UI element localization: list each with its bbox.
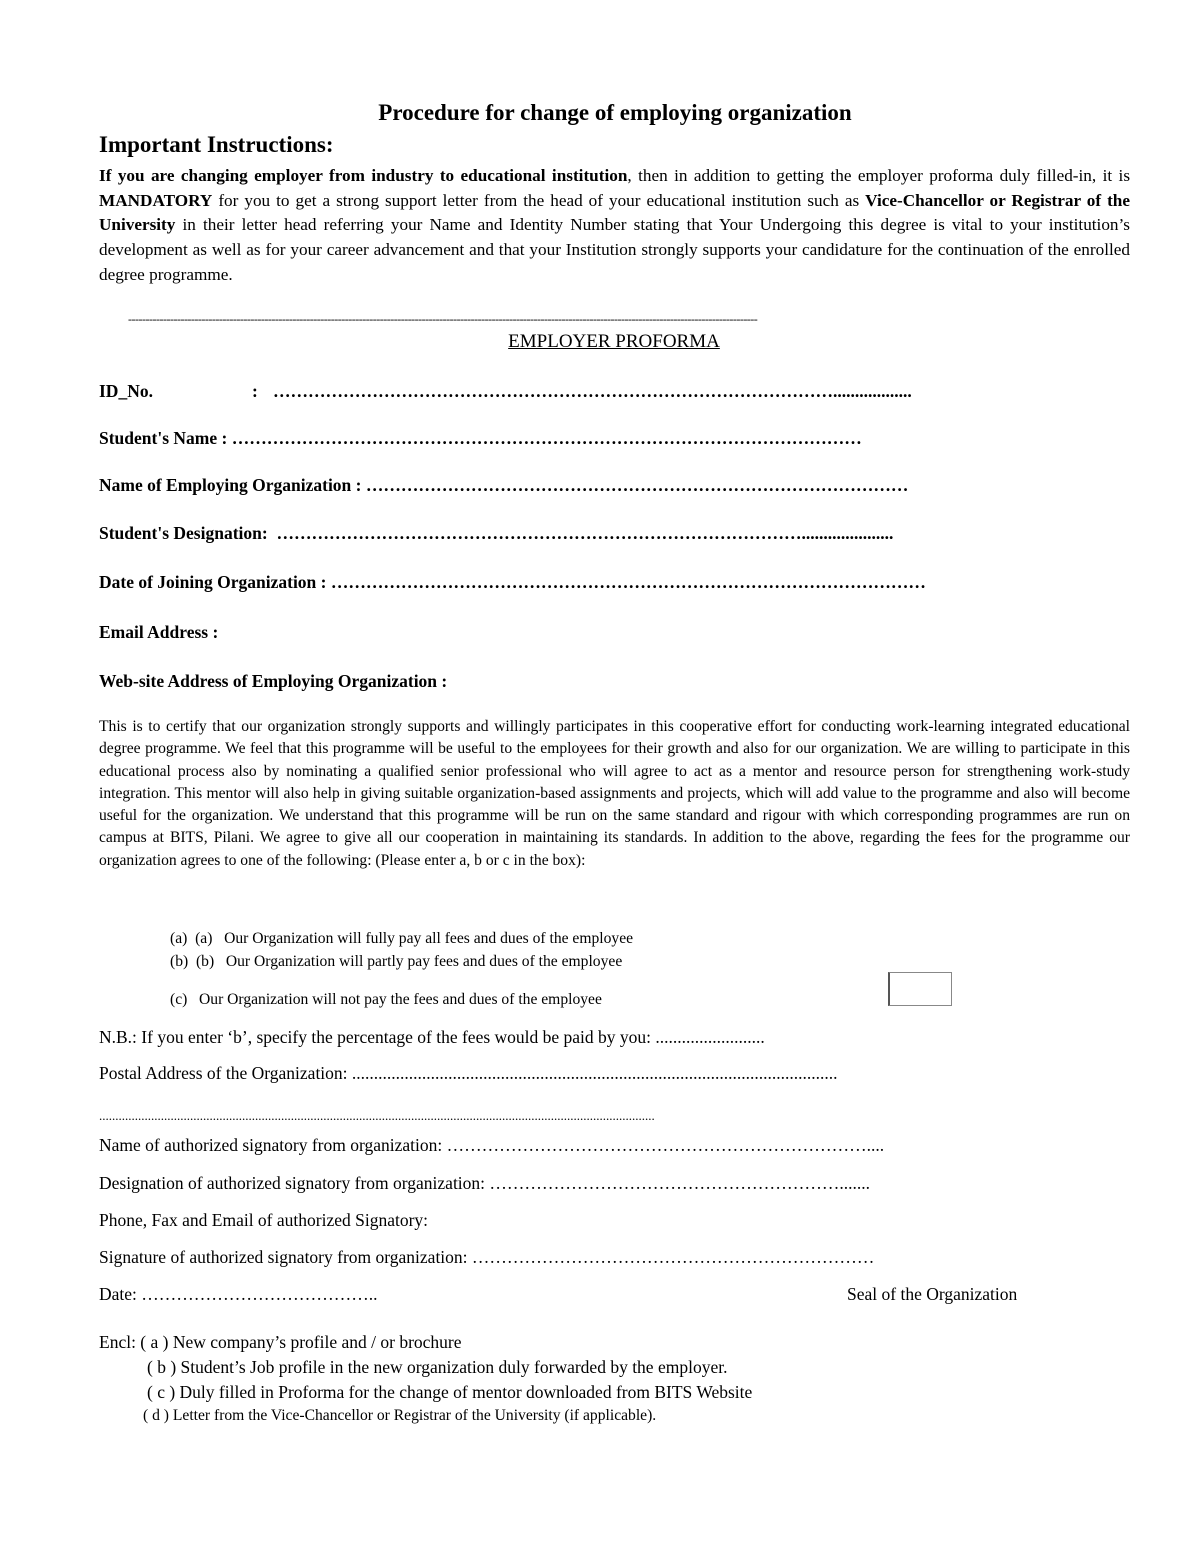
signature-line[interactable]: Signature of authorized signatory from organization: ……………………………………………………………	[99, 1247, 875, 1267]
nb-line: N.B.: If you enter ‘b’, specify the percentage of the fees would be paid by you: .........................	[99, 1027, 765, 1047]
option-c-text: Our Organization will not pay the fees and dues of the employee	[199, 991, 602, 1008]
instructions-bold-5: Vice-Chancellor or Registrar of the University	[99, 190, 1130, 235]
separator-line: ------------------------------------------------------------------------------------------------------------------------------------------------------------------------------------	[128, 312, 758, 326]
joining-date-dots[interactable]: …………………………………………………………………………………………	[330, 572, 926, 592]
date-line[interactable]: Date: …………………………………..	[99, 1284, 378, 1304]
fee-choice-box[interactable]	[888, 972, 952, 1006]
option-c	[170, 991, 602, 1009]
signatory-contact-line[interactable]: Phone, Fax and Email of authorized Signatory:	[99, 1210, 429, 1230]
enclosure-a: Encl: ( a ) New company’s profile and / or brochure	[99, 1332, 462, 1352]
joining-date-field	[99, 572, 926, 593]
option-a-marker: (a)	[170, 930, 188, 947]
id-colon: :	[252, 381, 258, 401]
id-field	[99, 381, 153, 402]
instructions-text-2: , then in addition to getting the employer proforma duly filled-in, it is	[627, 166, 1131, 185]
website-label: Web-site Address of Employing Organization :	[99, 671, 448, 691]
option-a-text: Our Organization will fully pay all fees and dues of the employee	[224, 930, 634, 947]
employing-org-field	[99, 475, 908, 496]
proforma-heading: EMPLOYER PROFORMA	[508, 331, 720, 352]
email-label: Email Address :	[99, 622, 219, 642]
instructions-paragraph	[99, 164, 1130, 288]
student-name-dots[interactable]: ………………………………………………………………………………………………	[231, 428, 862, 448]
designation-field	[99, 523, 893, 544]
option-b	[170, 953, 622, 971]
option-b-submarker: (b)	[195, 953, 215, 970]
instructions-bold-1: If you are changing employer from industry to educational institution	[99, 166, 628, 185]
postal-address-line[interactable]: Postal Address of the Organization: ...............................................................................................................	[99, 1063, 838, 1083]
enclosure-b: ( b ) Student’s Job profile in the new organization duly forwarded by the employer.	[147, 1357, 728, 1377]
option-a-submarker: (a)	[195, 930, 213, 947]
instructions-bold-3: MANDATORY	[99, 190, 213, 210]
joining-date-label: Date of Joining Organization :	[99, 572, 327, 592]
option-a	[170, 930, 633, 948]
option-b-marker: (b)	[170, 953, 189, 970]
designation-dots[interactable]: ……………………………………………………………………………….....................	[276, 523, 894, 543]
signatory-designation-line[interactable]: Designation of authorized signatory from organization: …………………………………………………….......	[99, 1173, 871, 1193]
certificate-paragraph: This is to certify that our organization strongly supports and willingly participates in this cooperative effort for conducting work-learning integrated educational degree programme. We feel that this programme will be useful to the employees for their growth and also for our organization. We are willing to participate in this educational process also by nominating a qualified senior professional who will agree to act as a mentor and resource person for strengthening work-study integration. This mentor will also help in giving suitable organization-based assignments and projects, which will add value to the programme and also will become useful for the organization. We understand that this programme will be run on the same standard and rigour with which corresponding programmes are run on campus at BITS, Pilani. We agree to give all our cooperation in maintaining its standards. In addition to the above, regarding the fees for the programme our organization agrees to one of the following: (Please enter a, b or c in the box):	[99, 718, 1130, 869]
option-c-marker: (c)	[170, 991, 188, 1008]
student-name-label: Student's Name :	[99, 428, 228, 448]
student-name-field	[99, 428, 862, 449]
id-dots[interactable]: ……………………………………………………………………………………..................	[273, 381, 912, 401]
employing-org-label: Name of Employing Organization :	[99, 475, 362, 495]
employing-org-dots[interactable]: …………………………………………………………………………………	[365, 475, 909, 495]
postal-address-continuation[interactable]: ...........................................................................................................................................................................	[99, 1108, 655, 1123]
id-label: ID_No.	[99, 381, 153, 401]
enclosure-d: ( d ) Letter from the Vice-Chancellor or Registrar of the University (if applicable).	[143, 1407, 657, 1424]
enclosure-c: ( c ) Duly filled in Proforma for the change of mentor downloaded from BITS Website	[147, 1382, 753, 1402]
instructions-text-6: in their letter head referring your Name and Identity Number stating that Your Undergoing this degree is vital to your institution’s development as well as for your career advancement and that your Institution strongly supports your candidature for the continuation of the enrolled degree programme.	[99, 215, 1130, 284]
seal-label: Seal of the Organization	[847, 1284, 1018, 1304]
designation-label: Student's Designation:	[99, 523, 268, 543]
instructions-text-4: for you to get a strong support letter from the head of your educational institution such as	[212, 190, 866, 210]
option-b-text: Our Organization will partly pay fees and dues of the employee	[225, 953, 623, 970]
signatory-name-line[interactable]: Name of authorized signatory from organization: ………………………………………………………………....	[99, 1135, 885, 1155]
instructions-heading: Important Instructions:	[99, 132, 334, 157]
page-title: Procedure for change of employing organization	[378, 100, 852, 125]
